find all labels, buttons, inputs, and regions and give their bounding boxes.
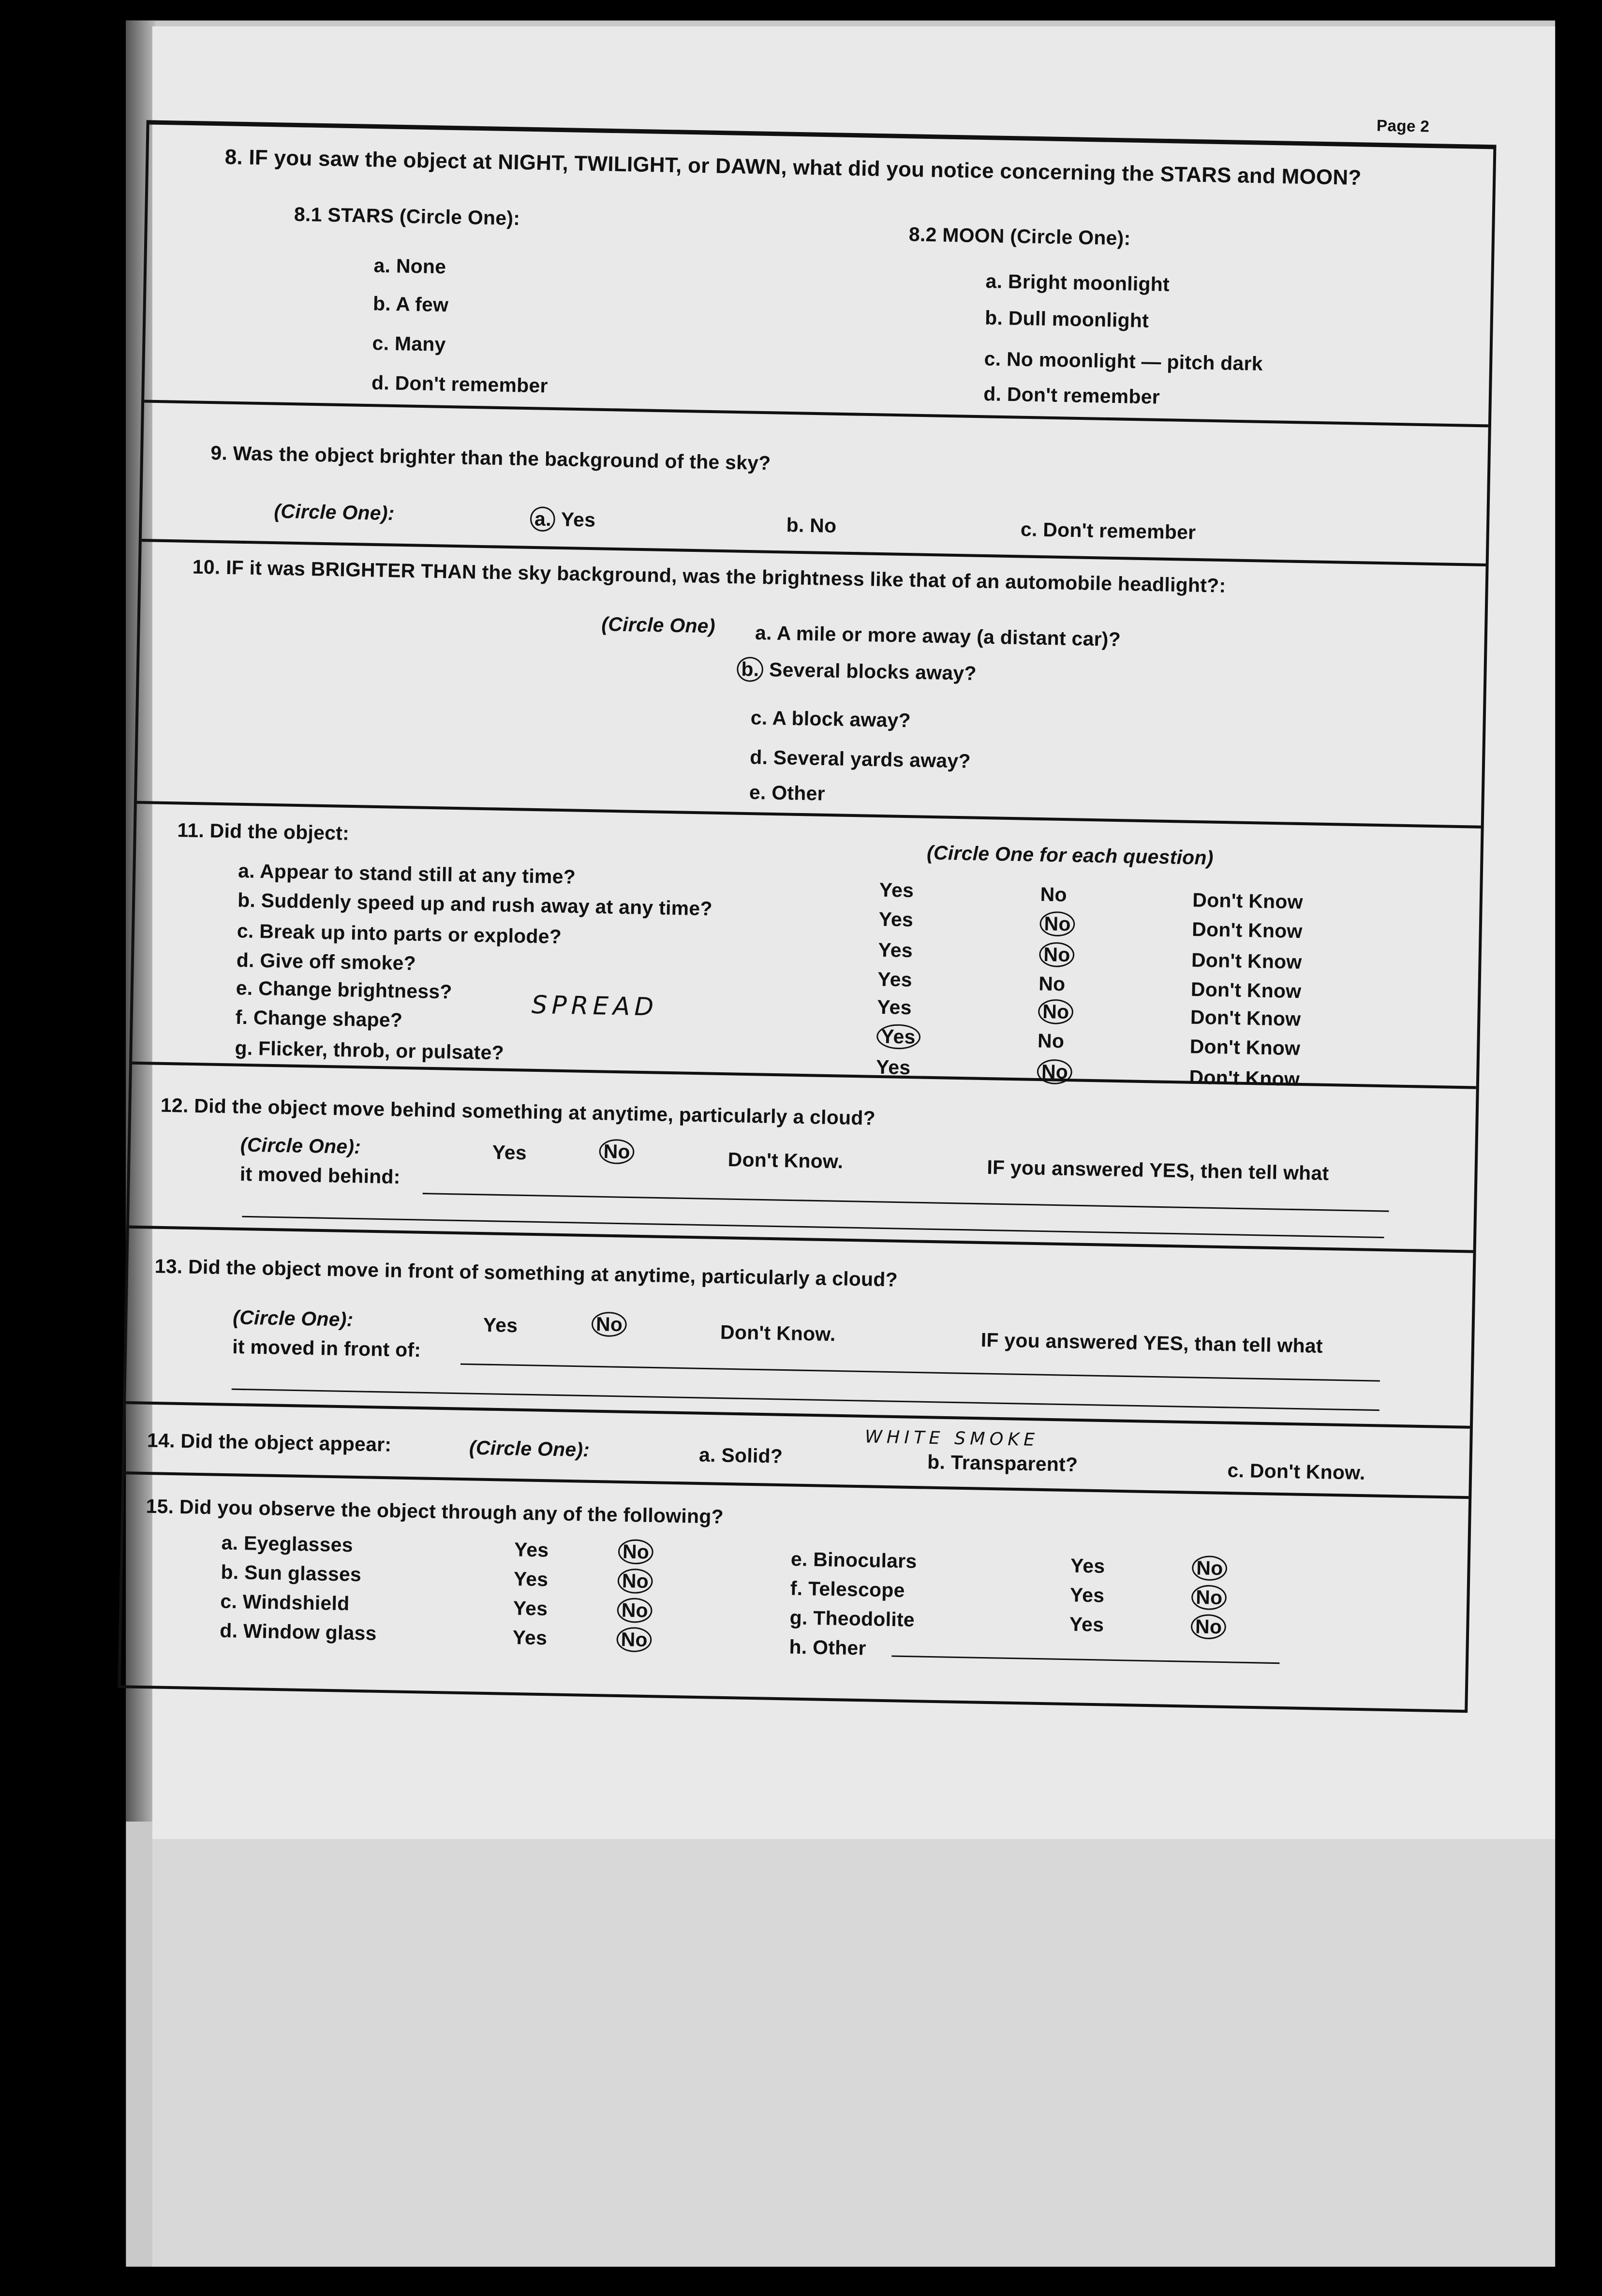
q10-option-e[interactable]: e. Other [749, 781, 826, 805]
q8-moon-option: a. Bright moonlight [985, 270, 1170, 296]
page-number: Page 2 [1376, 118, 1430, 136]
q13-answer-line-1[interactable] [460, 1363, 1380, 1382]
q15-item: a. Eyeglasses [221, 1531, 354, 1556]
answer-circle: No [592, 1312, 627, 1337]
q11-no-option[interactable]: No [1040, 883, 1068, 906]
q12-answer-line-2[interactable] [242, 1216, 1384, 1238]
q15-no-option[interactable] [617, 1599, 653, 1622]
q11-yes-option[interactable]: Yes [879, 879, 914, 902]
q10-option-d[interactable]: d. Several yards away? [749, 746, 971, 772]
answer-circle: No [617, 1598, 653, 1623]
q14-circle-instruction: (Circle One): [469, 1437, 590, 1461]
q11-no-option[interactable]: No [1038, 972, 1066, 995]
q11-dont-know-option[interactable]: Don't Know [1190, 978, 1302, 1003]
q15-text: 15. Did you observe the object through any of the following? [146, 1495, 724, 1528]
q11-no-option[interactable]: No [1037, 1030, 1065, 1052]
answer-circle: a. [530, 506, 556, 532]
q12-text: 12. Did the object move behind something at anytime, particularly a cloud? [160, 1094, 876, 1129]
q9-circle-instruction: (Circle One): [274, 500, 395, 525]
q12-dont-know[interactable]: Don't Know. [727, 1148, 844, 1173]
answer-circle: No [1191, 1585, 1227, 1610]
q10-option-a[interactable]: a. A mile or more away (a distant car)? [755, 622, 1121, 651]
q14-option-b[interactable]: b. Transparent? [927, 1451, 1078, 1476]
q15-no-option[interactable] [1191, 1615, 1227, 1638]
answer-circle: No [617, 1569, 653, 1594]
q11-dont-know-option[interactable]: Don't Know [1189, 1066, 1300, 1091]
q13-text: 13. Did the object move in front of something at anytime, particularly a cloud? [154, 1255, 898, 1291]
q8-stars-option: b. A few [372, 293, 449, 316]
q11-question: e. Change brightness? [236, 977, 453, 1003]
q9-option-b[interactable]: b. No [786, 514, 837, 537]
q11-question: a. Appear to stand still at any time? [237, 859, 576, 888]
q11-yes-option[interactable]: Yes [878, 908, 914, 931]
answer-circle: No [618, 1539, 654, 1565]
q8-stars-option: a. None [373, 254, 446, 278]
answer-circle: No [1192, 1555, 1228, 1581]
q11-no-option[interactable] [1039, 913, 1075, 935]
q13-no[interactable] [592, 1313, 627, 1336]
q15-no-option[interactable] [1192, 1557, 1228, 1580]
q15-no-option[interactable] [1191, 1586, 1227, 1609]
q11-dont-know-option[interactable]: Don't Know [1191, 918, 1303, 943]
q11-dont-know-option[interactable]: Don't Know [1192, 889, 1304, 913]
q15-no-option[interactable] [617, 1570, 653, 1593]
q13-dont-know[interactable]: Don't Know. [720, 1321, 836, 1346]
q11-question: f. Change shape? [235, 1006, 403, 1032]
q15-yes-option[interactable]: Yes [512, 1626, 548, 1649]
q11-yes-option[interactable]: Yes [875, 1056, 911, 1079]
q12-circle-instruction: (Circle One): [240, 1134, 361, 1158]
q10-option-c[interactable]: c. A block away? [750, 707, 911, 732]
q8-moon-title: 8.2 MOON (Circle One): [908, 223, 1131, 250]
q9-text: 9. Was the object brighter than the background of the sky? [210, 442, 771, 474]
q9-option-a[interactable] [530, 508, 596, 531]
paper-lower-area [152, 1839, 1555, 2266]
answer-circle: No [1037, 1059, 1073, 1085]
q8-moon-option: d. Don't remember [983, 383, 1160, 408]
q14-option-c[interactable]: c. Don't Know. [1227, 1459, 1365, 1484]
q8-stars-title: 8.1 STARS (Circle One): [294, 203, 520, 230]
q15-item: f. Telescope [790, 1577, 905, 1601]
q9-option-c[interactable]: c. Don't remember [1020, 518, 1196, 544]
q10-circle-instruction: (Circle One) [601, 613, 716, 637]
q12-yes[interactable]: Yes [492, 1141, 527, 1164]
q15-other-label: h. Other [789, 1636, 867, 1659]
q15-yes-option[interactable]: Yes [1070, 1555, 1105, 1577]
q11-no-option[interactable] [1039, 943, 1075, 966]
q15-other-line[interactable] [891, 1655, 1279, 1664]
divider [126, 1401, 1470, 1429]
q11-question: g. Flicker, throb, or pulsate? [235, 1037, 504, 1064]
handwritten-white-smoke: WHITE SMOKE [864, 1426, 1039, 1451]
answer-circle: No [1039, 942, 1075, 967]
q15-yes-option[interactable]: Yes [513, 1568, 549, 1591]
q11-dont-know-option[interactable]: Don't Know [1189, 1035, 1301, 1060]
q15-item: g. Theodolite [789, 1606, 915, 1631]
q10-option-b[interactable] [737, 658, 977, 684]
answer-circle: b. [737, 657, 764, 682]
q8-text: 8. IF you saw the object at NIGHT, TWILIGHT, or DAWN, what did you notice concerning the STARS and MOON? [224, 146, 1362, 191]
q11-circle-instruction: (Circle One for each question) [926, 842, 1214, 869]
q11-yes-option[interactable] [876, 1025, 920, 1048]
q12-answer-line-1[interactable] [423, 1193, 1389, 1212]
q15-yes-option[interactable]: Yes [513, 1597, 548, 1620]
q8-moon-option: b. Dull moonlight [984, 307, 1149, 332]
q11-question: c. Break up into parts or explode? [237, 919, 562, 948]
q11-dont-know-option[interactable]: Don't Know [1191, 949, 1302, 973]
q13-yes[interactable]: Yes [483, 1314, 518, 1337]
q11-yes-option[interactable]: Yes [877, 968, 913, 991]
divider [144, 400, 1488, 427]
q12-if-yes: IF you answered YES, then tell what [987, 1156, 1329, 1185]
q15-item: c. Windshield [220, 1590, 350, 1615]
q9-option-a-label: Yes [561, 508, 596, 531]
q15-item: d. Window glass [220, 1619, 377, 1644]
questionnaire-form [118, 120, 1496, 1713]
q15-yes-option[interactable]: Yes [514, 1539, 549, 1561]
q8-stars-option: d. Don't remember [371, 371, 549, 397]
handwritten-spread: SPREAD [531, 991, 658, 1023]
q8-stars-option: c. Many [372, 332, 446, 356]
q13-if-yes: IF you answered YES, than tell what [980, 1329, 1323, 1357]
answer-circle: No [616, 1627, 652, 1653]
q11-text: 11. Did the object: [177, 819, 350, 844]
answer-circle: No [1191, 1614, 1227, 1640]
q15-item: b. Sun glasses [221, 1561, 362, 1586]
q10-text: 10. IF it was BRIGHTER THAN the sky background, was the brightness like that of an automobile headlight?: [192, 556, 1226, 597]
q15-no-option[interactable] [618, 1541, 654, 1563]
q13-circle-instruction: (Circle One): [233, 1306, 354, 1331]
q15-yes-option[interactable]: Yes [1069, 1613, 1104, 1636]
q11-question: b. Suddenly speed up and rush away at any time? [237, 889, 713, 920]
q13-follow-label: it moved in front of: [232, 1335, 421, 1362]
q11-dont-know-option[interactable]: Don't Know [1190, 1006, 1301, 1030]
q15-no-option[interactable] [616, 1629, 652, 1651]
q15-yes-option[interactable]: Yes [1069, 1584, 1105, 1607]
divider [129, 1226, 1473, 1253]
answer-circle: No [1038, 999, 1074, 1024]
q11-no-option[interactable] [1038, 1001, 1074, 1023]
q8-moon-option: c. No moonlight — pitch dark [984, 348, 1263, 375]
q14-option-a[interactable]: a. Solid? [698, 1444, 783, 1467]
q11-question: d. Give off smoke? [236, 949, 416, 975]
q15-item: e. Binoculars [790, 1548, 917, 1572]
q11-yes-option[interactable]: Yes [876, 996, 912, 1019]
q11-yes-option[interactable]: Yes [878, 939, 913, 962]
answer-circle: No [599, 1139, 635, 1165]
q10-option-b-label: Several blocks away? [769, 658, 977, 685]
answer-circle: Yes [876, 1024, 920, 1050]
q12-no[interactable] [599, 1141, 635, 1163]
answer-circle: No [1039, 911, 1075, 937]
q14-text: 14. Did the object appear: [147, 1429, 392, 1456]
q12-follow-label: it moved behind: [239, 1163, 401, 1188]
